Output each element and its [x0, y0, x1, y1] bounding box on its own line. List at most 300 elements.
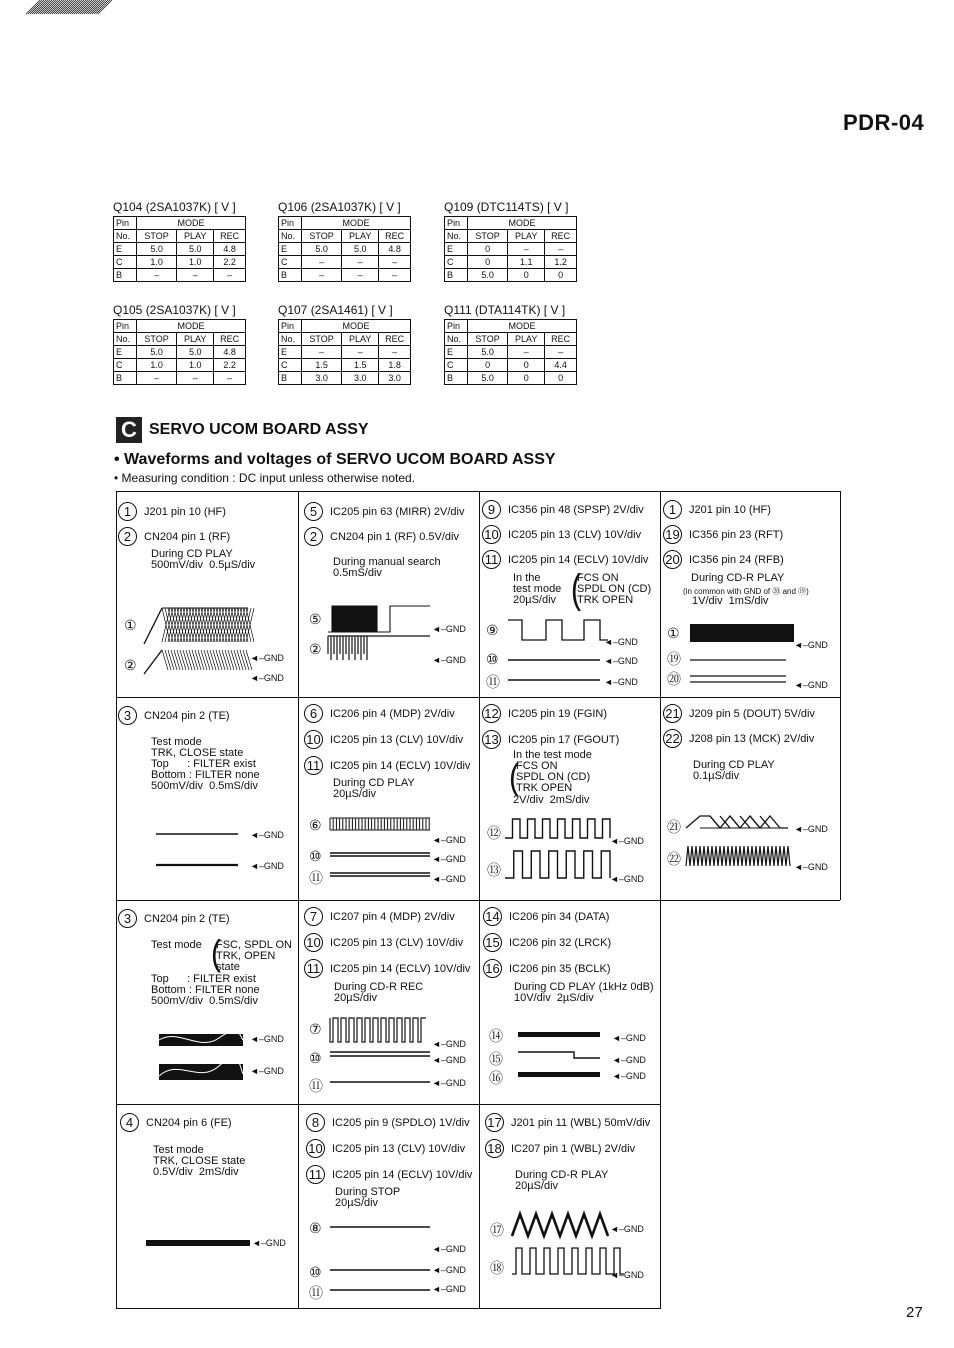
- probe-label-text: IC205 pin 13 (CLV) 10V/div: [330, 733, 464, 746]
- probe-number-icon: 12: [482, 704, 501, 723]
- gnd-marker: [250, 653, 284, 663]
- table-row: [114, 372, 246, 385]
- header-rec: REC: [545, 333, 577, 346]
- table-cell: 1.0: [137, 256, 177, 269]
- waveform-trace: [686, 844, 788, 868]
- probe-label-text: IC205 pin 17 (FGOUT): [508, 733, 620, 746]
- transistor-table-block: [278, 303, 413, 385]
- table-cell: 3.0: [302, 372, 342, 385]
- table-cell: C: [114, 359, 137, 372]
- probe-number-icon: 18: [485, 1139, 504, 1158]
- table-row: [114, 256, 246, 269]
- arrow-left-icon: ◄–: [794, 824, 808, 834]
- arrow-left-icon: ◄–: [432, 1265, 446, 1275]
- probe-number-icon: 10: [304, 730, 323, 749]
- probe-label: [663, 729, 814, 748]
- table-cell: –: [214, 372, 246, 385]
- table-row: [279, 243, 411, 256]
- probe-label-text: IC205 pin 13 (CLV) 10V/div: [508, 528, 642, 541]
- table-cell: –: [508, 243, 545, 256]
- gnd-marker: [432, 1055, 466, 1065]
- trace-line: [330, 873, 432, 879]
- probe-number-icon: 10: [482, 525, 501, 544]
- note-text: During STOP 20µS/div: [335, 1186, 401, 1209]
- table-cell: 0: [468, 256, 508, 269]
- arrow-left-icon: ◄–: [432, 1078, 446, 1088]
- trace-marker: ⑮: [489, 1051, 503, 1067]
- transistor-voltage-table: [113, 216, 246, 282]
- note-text: Test mode: [151, 939, 202, 951]
- note-text: FSC, SPDL ON TRK, OPEN state: [216, 939, 292, 973]
- probe-number-icon: 9: [482, 500, 501, 519]
- table-cell: E: [445, 243, 468, 256]
- header-rec: REC: [214, 333, 246, 346]
- gnd-marker: [794, 824, 828, 834]
- trace-marker: ⑳: [667, 671, 681, 687]
- trace-line: [330, 1224, 432, 1230]
- waveform-trace: [508, 616, 608, 642]
- table-cell: 5.0: [137, 346, 177, 359]
- trace-marker: ①: [667, 625, 680, 641]
- table-cell: –: [137, 372, 177, 385]
- table-row: [114, 243, 246, 256]
- probe-number-icon: 6: [304, 704, 323, 723]
- gnd-label: GND: [617, 637, 638, 647]
- table-row: [445, 346, 577, 359]
- probe-label-text: IC356 pin 24 (RFB): [689, 553, 784, 566]
- header-stop: STOP: [302, 230, 342, 243]
- gnd-label: GND: [623, 874, 644, 884]
- gnd-marker: [432, 1265, 466, 1275]
- trace-marker: ②: [309, 641, 322, 657]
- table-cell: 5.0: [177, 346, 214, 359]
- probe-number-icon: 13: [482, 730, 501, 749]
- probe-label-text: IC206 pin 32 (LRCK): [509, 936, 612, 949]
- arrow-left-icon: ◄–: [604, 677, 618, 687]
- gnd-marker: [604, 656, 638, 666]
- probe-label-text: IC207 pin 4 (MDP) 2V/div: [330, 910, 455, 923]
- header-no: No.: [114, 333, 137, 346]
- table-cell: E: [445, 346, 468, 359]
- trace-line: [330, 1079, 432, 1085]
- probe-number-icon: 11: [304, 959, 323, 978]
- gnd-marker: [610, 874, 644, 884]
- waveform-trace: [328, 634, 430, 670]
- transistor-table-block: [444, 303, 579, 385]
- waveform-trace: [159, 1060, 243, 1084]
- waveform-trace: [518, 1050, 600, 1060]
- gnd-label: GND: [625, 1071, 646, 1081]
- table-cell: B: [279, 372, 302, 385]
- table-cell: 2.2: [214, 256, 246, 269]
- note-text: During manual search 0.5mS/div: [333, 556, 441, 579]
- probe-label: [304, 756, 470, 775]
- table-cell: C: [445, 256, 468, 269]
- trace-marker: ⑪: [309, 1078, 323, 1094]
- table-cell: –: [342, 346, 379, 359]
- header-pin: Pin: [114, 320, 137, 333]
- table-row: [445, 243, 577, 256]
- table-row: [445, 269, 577, 282]
- waveform-trace: [144, 606, 248, 646]
- note-text: In the test mode 20µS/div: [513, 572, 562, 606]
- note-text: FCS ON SPDL ON (CD) TRK OPEN: [516, 760, 591, 794]
- gnd-label: GND: [807, 824, 828, 834]
- table-cell: E: [279, 243, 302, 256]
- trace-marker: ⑩: [309, 1050, 322, 1066]
- trace-marker: ⑩: [309, 1264, 322, 1280]
- trace-marker: ⑫: [487, 825, 501, 841]
- table-row: [114, 359, 246, 372]
- probe-label-text: CN204 pin 6 (FE): [146, 1116, 232, 1129]
- probe-label: [482, 500, 644, 519]
- probe-number-icon: 10: [304, 933, 323, 952]
- trace-line: [690, 657, 788, 663]
- trace-marker: ①: [124, 617, 137, 633]
- table-row: [279, 256, 411, 269]
- probe-label-text: IC205 pin 13 (CLV) 10V/div: [332, 1142, 466, 1155]
- probe-number-icon: 3: [118, 706, 137, 725]
- arrow-left-icon: ◄–: [794, 862, 808, 872]
- trace-marker: ㉒: [667, 851, 681, 867]
- gnd-marker: [432, 655, 466, 665]
- table-cell: 5.0: [177, 243, 214, 256]
- gnd-marker: [432, 1284, 466, 1294]
- header-no: No.: [445, 333, 468, 346]
- arrow-left-icon: ◄–: [604, 656, 618, 666]
- header-mode: MODE: [468, 320, 577, 333]
- waveform-trace: [505, 850, 610, 880]
- gnd-marker: [794, 862, 828, 872]
- note-text: During CD-R PLAY: [691, 572, 785, 584]
- gnd-label: GND: [445, 854, 466, 864]
- table-cell: 5.0: [302, 243, 342, 256]
- probe-label-text: IC206 pin 35 (BCLK): [509, 962, 611, 975]
- table-cell: 1.8: [379, 359, 411, 372]
- waveform-title: • Waveforms and voltages of SERVO UCOM BOARD ASSY: [114, 451, 556, 468]
- trace-line: [156, 862, 240, 868]
- header-play: PLAY: [177, 333, 214, 346]
- header-pin: Pin: [114, 217, 137, 230]
- header-pin: Pin: [445, 217, 468, 230]
- note-text: Test mode TRK, CLOSE state Top : FILTER exist Bottom : FILTER none 500mV/div 0.5mS/div: [151, 736, 260, 792]
- probe-label: [663, 550, 784, 569]
- transistor-voltage-table: [444, 319, 577, 385]
- gnd-marker: [794, 640, 828, 650]
- probe-label-text: IC205 pin 13 (CLV) 10V/div: [330, 936, 464, 949]
- gnd-label: GND: [263, 861, 284, 871]
- gnd-label: GND: [445, 1265, 466, 1275]
- probe-label: [120, 1113, 232, 1132]
- arrow-left-icon: ◄–: [432, 1039, 446, 1049]
- probe-label-text: IC207 pin 1 (WBL) 2V/div: [511, 1142, 636, 1155]
- trace-marker: ⑨: [486, 622, 499, 638]
- arrow-left-icon: ◄–: [252, 1238, 266, 1248]
- gnd-label: GND: [617, 677, 638, 687]
- probe-label-text: IC356 pin 23 (RFT): [689, 528, 784, 541]
- note-text: During CD-R PLAY 20µS/div: [515, 1169, 609, 1192]
- arrow-left-icon: ◄–: [250, 653, 264, 663]
- probe-label: [118, 502, 226, 521]
- trace-line: [690, 679, 788, 685]
- probe-label: [304, 704, 455, 723]
- table-cell: –: [545, 346, 577, 359]
- gnd-marker: [604, 677, 638, 687]
- header-rec: REC: [545, 230, 577, 243]
- header-stop: STOP: [302, 333, 342, 346]
- header-no: No.: [279, 230, 302, 243]
- probe-number-icon: 21: [663, 704, 682, 723]
- waveform-trace: [518, 1030, 600, 1040]
- table-cell: –: [379, 269, 411, 282]
- probe-label: [482, 730, 619, 749]
- probe-number-icon: 3: [118, 909, 137, 928]
- probe-label: [304, 933, 463, 952]
- gnd-marker: [432, 1244, 466, 1254]
- table-cell: 4.8: [379, 243, 411, 256]
- transistor-table-title: Q106 (2SA1037K) [ V ]: [278, 200, 401, 214]
- gnd-marker: [252, 1238, 286, 1248]
- probe-label: [482, 525, 641, 544]
- probe-label: [483, 907, 609, 926]
- waveform-trace: [330, 816, 430, 832]
- probe-label: [306, 1139, 465, 1158]
- header-mode: MODE: [468, 217, 577, 230]
- probe-label-text: J201 pin 10 (HF): [689, 503, 771, 516]
- probe-number-icon: 7: [304, 907, 323, 926]
- probe-label-text: IC205 pin 19 (FGIN): [508, 707, 608, 720]
- arrow-left-icon: ◄–: [250, 1066, 264, 1076]
- probe-label-text: CN204 pin 1 (RF): [144, 530, 231, 543]
- table-row: [279, 346, 411, 359]
- table-cell: E: [279, 346, 302, 359]
- trace-marker: ⑪: [309, 870, 323, 886]
- gnd-label: GND: [445, 874, 466, 884]
- note-text: During CD PLAY (1kHz 0dB) 10V/div 2µS/div: [514, 981, 654, 1004]
- table-cell: B: [114, 269, 137, 282]
- trace-marker: ⑦: [309, 1021, 322, 1037]
- transistor-table-title: Q105 (2SA1037K) [ V ]: [113, 303, 236, 317]
- trace-marker: ⑰: [490, 1222, 504, 1238]
- probe-label: [485, 1139, 635, 1158]
- table-cell: 1.0: [177, 359, 214, 372]
- probe-label-text: IC206 pin 4 (MDP) 2V/div: [330, 707, 455, 720]
- trace-marker: ⑩: [486, 651, 499, 667]
- section-heading: [116, 417, 369, 443]
- model-name: PDR-04: [843, 110, 925, 135]
- section-title: SERVO UCOM BOARD ASSY: [149, 421, 369, 438]
- probe-number-icon: 16: [483, 959, 502, 978]
- header-play: PLAY: [342, 230, 379, 243]
- table-cell: 4.4: [545, 359, 577, 372]
- table-cell: 0: [545, 372, 577, 385]
- table-cell: 1.0: [137, 359, 177, 372]
- probe-number-icon: 11: [482, 550, 501, 569]
- probe-label: [482, 550, 648, 569]
- gnd-label: GND: [445, 835, 466, 845]
- table-cell: –: [379, 256, 411, 269]
- gnd-marker: [432, 874, 466, 884]
- header-stop: STOP: [137, 333, 177, 346]
- header-mode: MODE: [302, 217, 411, 230]
- probe-label: [118, 527, 230, 546]
- table-cell: C: [445, 359, 468, 372]
- waveform-trace: [512, 1212, 612, 1238]
- probe-number-icon: 11: [306, 1165, 325, 1184]
- transistor-table-title: Q111 (DTA114TK) [ V ]: [444, 303, 566, 317]
- header-mode: MODE: [137, 217, 246, 230]
- trace-line: [156, 831, 240, 837]
- table-row: [279, 359, 411, 372]
- trace-marker: ⑱: [490, 1260, 504, 1276]
- table-cell: 5.0: [137, 243, 177, 256]
- trace-marker: ⑪: [309, 1285, 323, 1301]
- note-text: Top : FILTER exist Bottom : FILTER none 500mV/div 0.5mS/div: [151, 973, 260, 1007]
- probe-label: [663, 525, 783, 544]
- probe-number-icon: 22: [663, 729, 682, 748]
- gnd-label: GND: [807, 640, 828, 650]
- waveform-trace: [518, 1070, 600, 1080]
- waveform-trace: [690, 624, 794, 644]
- trace-line: [508, 677, 602, 683]
- probe-label: [304, 730, 463, 749]
- table-cell: –: [302, 346, 342, 359]
- arrow-left-icon: ◄–: [794, 680, 808, 690]
- note-small: (in common with GND of ⑳ and ⑲): [683, 587, 809, 596]
- probe-number-icon: 4: [120, 1113, 139, 1132]
- header-stop: STOP: [468, 333, 508, 346]
- probe-label: [306, 1165, 472, 1184]
- table-cell: B: [279, 269, 302, 282]
- probe-label-text: IC206 pin 34 (DATA): [509, 910, 610, 923]
- table-row: [279, 372, 411, 385]
- probe-label-text: J208 pin 13 (MCK) 2V/div: [689, 732, 815, 745]
- gnd-marker: [250, 673, 284, 683]
- arrow-left-icon: ◄–: [604, 637, 618, 647]
- note-text: Test mode TRK, CLOSE state 0.5V/div 2mS/div: [153, 1144, 246, 1178]
- probe-number-icon: 20: [663, 550, 682, 569]
- gnd-marker: [250, 861, 284, 871]
- header-rec: REC: [379, 333, 411, 346]
- gnd-marker: [250, 1066, 284, 1076]
- table-cell: 1.2: [545, 256, 577, 269]
- table-cell: C: [279, 359, 302, 372]
- header-pin: Pin: [445, 320, 468, 333]
- transistor-table-title: Q107 (2SA1461) [ V ]: [278, 303, 393, 317]
- gnd-label: GND: [623, 1224, 644, 1234]
- transistor-voltage-table: [444, 216, 577, 282]
- gnd-label: GND: [625, 1033, 646, 1043]
- table-row: [114, 346, 246, 359]
- gnd-label: GND: [263, 830, 284, 840]
- note-text: In the test mode: [513, 749, 592, 761]
- trace-marker: ⑩: [309, 848, 322, 864]
- probe-label-text: CN204 pin 2 (TE): [144, 912, 230, 925]
- gnd-label: GND: [807, 680, 828, 690]
- trace-line: [330, 853, 432, 859]
- table-cell: 0: [468, 359, 508, 372]
- table-cell: 3.0: [379, 372, 411, 385]
- gnd-marker: [610, 1224, 644, 1234]
- transistor-table-block: [444, 200, 579, 282]
- arrow-left-icon: ◄–: [250, 1034, 264, 1044]
- table-cell: 3.0: [342, 372, 379, 385]
- arrow-left-icon: ◄–: [794, 640, 808, 650]
- table-cell: 0: [468, 243, 508, 256]
- probe-label: [304, 959, 470, 978]
- table-cell: –: [302, 269, 342, 282]
- table-cell: 4.8: [214, 346, 246, 359]
- transistor-table-block: [278, 200, 413, 282]
- header-no: No.: [279, 333, 302, 346]
- waveform-trace: [505, 818, 610, 840]
- waveform-trace: [159, 1030, 243, 1050]
- table-cell: –: [177, 372, 214, 385]
- header-no: No.: [445, 230, 468, 243]
- brace-icon: (: [571, 567, 581, 612]
- header-no: No.: [114, 230, 137, 243]
- header-mode: MODE: [302, 320, 411, 333]
- probe-label: [304, 907, 455, 926]
- table-cell: 5.0: [468, 372, 508, 385]
- probe-number-icon: 15: [483, 933, 502, 952]
- gnd-label: GND: [807, 862, 828, 872]
- trace-marker: ⑬: [487, 862, 501, 878]
- gnd-marker: [432, 835, 466, 845]
- gnd-label: GND: [445, 1039, 466, 1049]
- probe-number-icon: 14: [483, 907, 502, 926]
- header-pin: Pin: [279, 217, 302, 230]
- table-cell: E: [114, 243, 137, 256]
- table-row: [445, 256, 577, 269]
- trace-line: [508, 657, 602, 663]
- header-play: PLAY: [342, 333, 379, 346]
- gnd-marker: [250, 830, 284, 840]
- transistor-table-block: [113, 303, 248, 385]
- gnd-marker: [610, 836, 644, 846]
- table-cell: 2.2: [214, 359, 246, 372]
- page-number: 27: [906, 1304, 923, 1321]
- probe-number-icon: 1: [118, 502, 137, 521]
- probe-label-text: J201 pin 10 (HF): [144, 505, 226, 518]
- header-play: PLAY: [508, 230, 545, 243]
- table-cell: 5.0: [468, 346, 508, 359]
- gnd-marker: [612, 1055, 646, 1065]
- probe-label-text: CN204 pin 1 (RF) 0.5V/div: [330, 530, 459, 543]
- probe-label-text: IC205 pin 14 (ECLV) 10V/div: [330, 962, 471, 975]
- gnd-label: GND: [625, 1055, 646, 1065]
- table-cell: 1.1: [508, 256, 545, 269]
- gnd-marker: [432, 1078, 466, 1088]
- waveform-trace: [330, 1016, 426, 1044]
- gnd-marker: [604, 637, 638, 647]
- probe-label-text: IC205 pin 14 (ECLV) 10V/div: [330, 759, 471, 772]
- probe-label-text: J201 pin 11 (WBL) 50mV/div: [511, 1116, 651, 1129]
- table-cell: 4.8: [214, 243, 246, 256]
- arrow-left-icon: ◄–: [432, 1244, 446, 1254]
- table-cell: –: [214, 269, 246, 282]
- gnd-label: GND: [263, 1066, 284, 1076]
- probe-label-text: J209 pin 5 (DOUT) 5V/div: [689, 707, 815, 720]
- arrow-left-icon: ◄–: [432, 835, 446, 845]
- header-rec: REC: [214, 230, 246, 243]
- header-play: PLAY: [508, 333, 545, 346]
- probe-label-text: IC205 pin 9 (SPDLO) 1V/div: [332, 1116, 470, 1129]
- trace-marker: ⑲: [667, 651, 681, 667]
- trace-marker: ⑥: [309, 817, 322, 833]
- transistor-table-title: Q109 (DTC114TS) [ V ]: [444, 200, 569, 214]
- table-cell: 1.5: [302, 359, 342, 372]
